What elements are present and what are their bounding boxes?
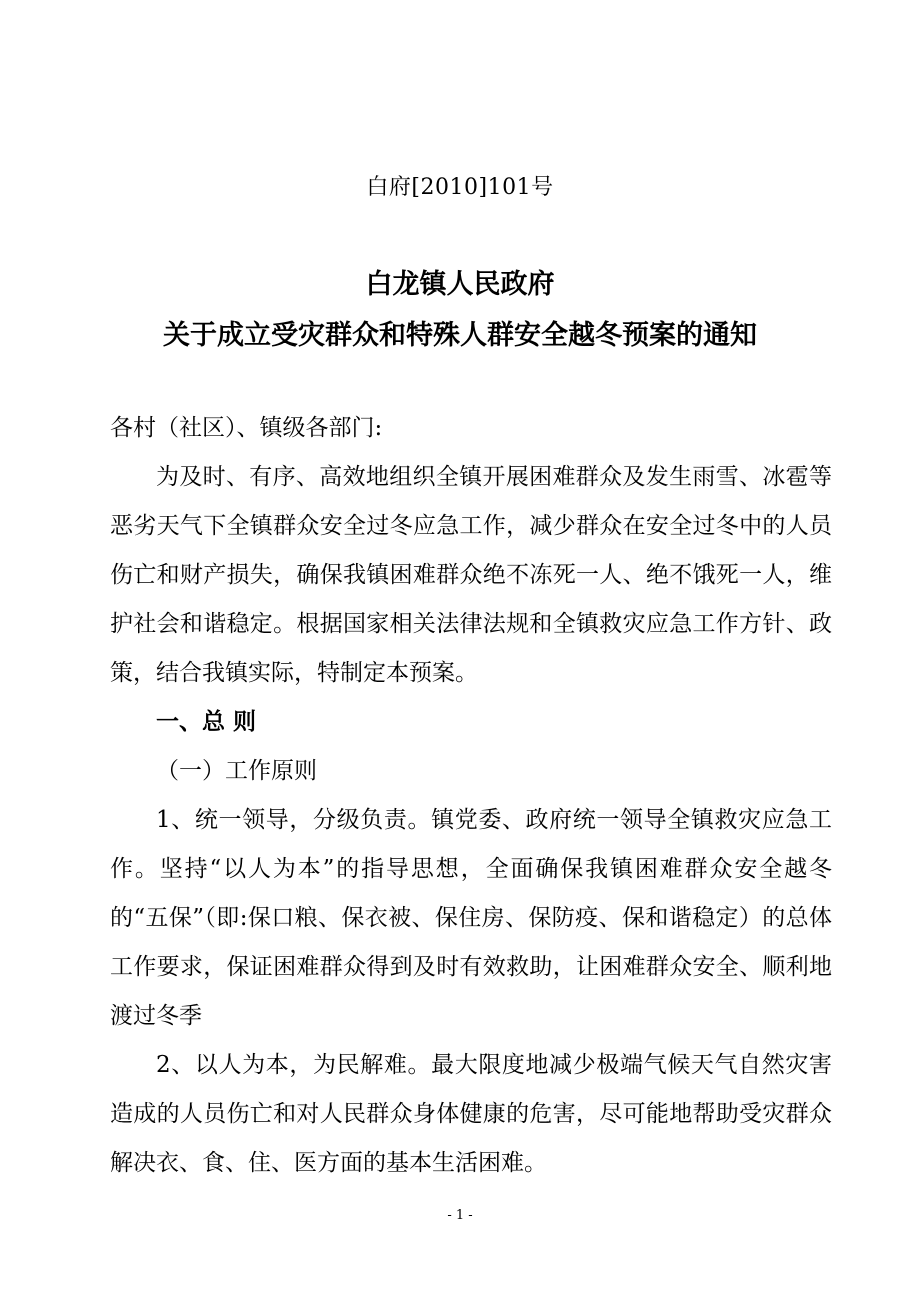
page-number: - 1 - (447, 1208, 473, 1223)
principle-paragraph-2: 2、以人为本，为民解难。最大限度地减少极端气候天气自然灾害造成的人员伤亡和对人民群众身体健康的危害，尽可能地帮助受灾群众解决衣、食、住、医方面的基本生活困难。 (110, 1052, 832, 1176)
subsection-heading-work-principles: （一）工作原则 (156, 758, 317, 784)
document-body (110, 404, 832, 1188)
intro-paragraph: 为及时、有序、高效地组织全镇开展困难群众及发生雨雪、冰雹等恶劣天气下全镇群众安全过冬应急工作，减少群众在安全过冬中的人员伤亡和财产损失，确保我镇困难群众绝不冻死一人、绝不饿死一人，维护社会和谐稳定。根据国家相关法律法规和全镇救灾应急工作方针、政策，结合我镇实际，特制定本预案。 (110, 464, 832, 686)
salutation: 各村（社区）、镇级各部门: (110, 415, 383, 441)
section-heading-general-principles: 一、总 则 (156, 709, 257, 735)
document-title-issuer: 白龙镇人民政府 (365, 269, 555, 300)
document-title-subject: 关于成立受灾群众和特殊人群安全越冬预案的通知 (163, 320, 757, 351)
principle-paragraph-1: 1、统一领导，分级负责。镇党委、政府统一领导全镇救灾应急工作。坚持“以人为本”的指导思想，全面确保我镇困难群众安全越冬的“五保”（即:保口粮、保衣被、保住房、保防疫、保和谐稳定）的总体工作要求，保证困难群众得到及时有效救助，让困难群众安全、顺利地渡过冬季 (110, 807, 832, 1029)
document-number: 白府[2010]101号 (366, 175, 554, 200)
